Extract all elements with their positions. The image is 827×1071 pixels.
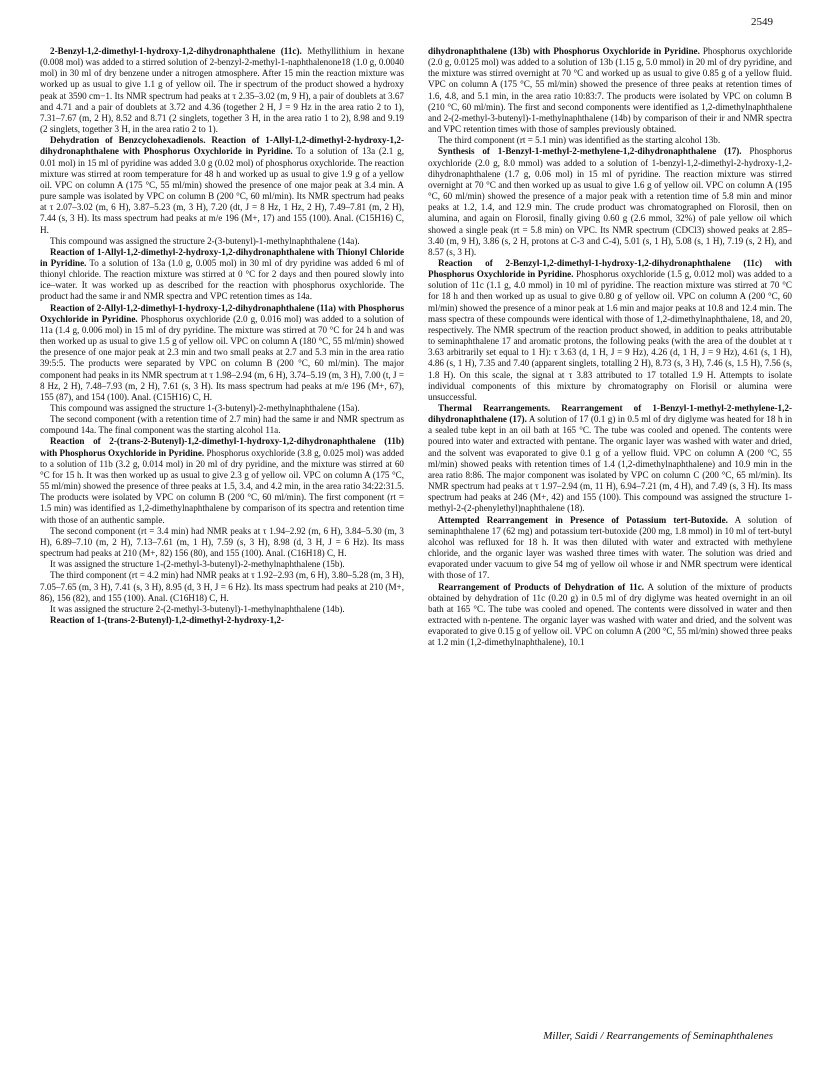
- paragraph: [40, 436, 404, 525]
- paragraph-heading: 2-Benzyl-1,2-dimethyl-1-hydroxy-1,2-dihydronaphthalene (11c).: [50, 46, 302, 56]
- paragraph-text: The second component (with a retention time of 2.7 min) had the same ir and NMR spectrum as compound 14a. The final component was the starting alcohol 11a.: [40, 414, 404, 436]
- paragraph-text: Phosphorus oxychloride (3.8 g, 0.025 mol) was added to a solution of 11b (3.2 g, 0.014 mol) in 20 ml of dry pyridine, and the mixture was stirred at 60 °C for 15 h. It was then worked up as usual to give 2.3 g of yellow oil. VPC on column A (175 °C, 55 ml/min) showed the presence of three peaks at 1.5, 3.4, and 4.2 min, in the area ratio 34:22:31.5. The products were isolated by VPC on column B (200 °C, 60 ml/min). The first component (rt = 1.5 min) was identified as 1,2-dimethylnaphthalene by comparison of its spectra and retention time with those of an authentic sample.: [40, 447, 404, 525]
- paragraph-heading: Reaction of 2-Allyl-1,2-dimethyl-1-hydroxy-1,2-dihydronaphthalene (11a) with Phosphorus Oxychloride in Pyridine.: [40, 302, 404, 324]
- paragraph-heading: Reaction of 2-(trans-2-Butenyl)-1,2-dimethyl-1-hydroxy-1,2-dihydronaphthalene (11b) with Phosphorus Oxychloride in Pyridine.: [40, 436, 404, 458]
- paragraph-heading: Rearrangement of Products of Dehydration of 11c.: [438, 581, 645, 592]
- paragraph: [428, 46, 792, 135]
- paragraph: [40, 570, 404, 603]
- paragraph-heading: Synthesis of 1-Benzyl-1-methyl-2-methylene-1,2-dihydronaphthalene (17).: [438, 146, 742, 157]
- paragraph-text: It was assigned the structure 2-(2-methyl-3-butenyl)-1-methylnaphthalene (14b).: [50, 603, 345, 614]
- paragraph: [40, 247, 404, 303]
- paragraph-heading: Reaction of 2-Benzyl-1,2-dimethyl-1-hydroxy-1,2-dihydronaphthalene (11c) with Phosphorus Oxychloride in Pyridine.: [428, 257, 792, 280]
- paragraph: [428, 135, 792, 146]
- paragraph-text: To a solution of 13a (1.0 g, 0.005 mol) in 30 ml of dry pyridine was added 6 ml of thionyl chloride. The reaction mixture was stirred at 0 °C for 2 days and then poured slowly into ice–water. It was worked up as described for the reaction with phosphorus oxychloride. The product had the same ir and NMR spectra and VPC retention times as 14a.: [40, 257, 404, 302]
- paragraph-heading: Thermal Rearrangements. Rearrangement of 1-Benzyl-1-methyl-2-methylene-1,2-dihydronaphthalene (17).: [428, 403, 792, 425]
- running-footer: Miller, Saidi / Rearrangements of Seminaphthalenes: [543, 1030, 773, 1042]
- paragraph: [40, 403, 404, 414]
- paragraph: [428, 515, 792, 582]
- paragraph-heading: Dehydration of Benzcyclohexadienols. Reaction of 1-Allyl-1,2-dimethyl-2-hydroxy-1,2-dihydronaphthalene with Phosphorus Oxychloride in Pyridine.: [40, 135, 404, 157]
- paragraph: [40, 559, 404, 570]
- paragraph-text: A solution of seminaphthalene 17 (62 mg) and potassium tert-butoxide (200 mg, 1.8 mmol) in 10 ml of tert-butyl alcohol was refluxed for 18 h. It was then diluted with water and extracted with methylene chloride, and the organic layer was washed three times with water. The solution was dried and evaporated under vacuum to give 54 mg of yellow oil whose ir and NMR spectrum were identical with those of 17.: [428, 514, 792, 581]
- paragraph-text: It was assigned the structure 1-(2-methyl-3-butenyl)-2-methylnaphthalene (15b).: [50, 559, 345, 570]
- paragraph-heading: Reaction of 1-(trans-2-Butenyl)-1,2-dimethyl-2-hydroxy-1,2-: [50, 614, 285, 625]
- paragraph-text: This compound was assigned the structure 2-(3-butenyl)-1-methylnaphthalene (14a).: [50, 235, 360, 246]
- paragraph-text: This compound was assigned the structure 1-(3-butenyl)-2-methylnaphthalene (15a).: [50, 403, 360, 413]
- paragraph-text: The third component (rt = 4.2 min) had NMR peaks at τ 1.92–2.93 (m, 6 H), 3.80–5.28 (m, 3 H), 7.05–7.65 (m, 3 H), 7.41 (s, 3 H), 8.95 (d, 3 H, J = 6 Hz). Its mass spectrum had peaks at 210 (M+, 86), 156 (82), and 155 (100). Anal. (C16H18) C, H.: [40, 570, 404, 603]
- paragraph: [40, 303, 404, 403]
- page-number: 2549: [751, 16, 773, 28]
- paragraph-text: A solution of the mixture of products obtained by dehydration of 11c (0.20 g) in 0.5 ml of dry diglyme was heated overnight in an oil bath at 165 °C. The tube was cooled and opened. The contents were dissolved in water and then extracted with n-pentene. The organic layer was washed with water and dried, and the solvent was evaporated to give 0.15 g of yellow oil. VPC on column A (200 °C, 55 ml/min) showed three peaks at 1.2 min (1,2-dimethylnaphthalene), 10.1: [428, 581, 792, 648]
- paragraph-text: The third component (rt = 5.1 min) was identified as the starting alcohol 13b.: [438, 135, 721, 146]
- paragraph-heading: Reaction of 1-Allyl-1,2-dimethyl-2-hydroxy-1,2-dihydronaphthalene with Thionyl Chloride in Pyridine.: [40, 246, 404, 268]
- left-column: [40, 46, 404, 1026]
- paragraph: [428, 582, 792, 649]
- paragraph: [40, 604, 404, 615]
- paragraph-text: Methyllithium in hexane (0.008 mol) was added to a stirred solution of 2-benzyl-2-methyl-1-naphthalenone18 (1.0 g, 0.0040 mol) in 30 ml of dry benzene under a nitrogen atmosphere. After 15 min the reaction mixture was worked up as usual to give 1.1 g of yellow oil. The ir spectrum of the product showed a hydroxy peak at 3590 cm−1. Its NMR spectrum had peaks at τ 2.35–3.02 (m, 9 H), a pair of doublets at 3.67 and 4.71 and a pair of doublets at 3.72 and 4.36 (together 2 H, J = 9 Hz in the area ratio 2 to 1), 7.31–7.67 (m, 2 H), 8.52 and 8.71 (2 singlets, together 3 H, in the area ratio 1 to 2), 8.98 and 9.19 (2 singlets, together 3 H, in the area ratio 2 to 1).: [40, 46, 404, 135]
- paragraph-text: The second component (rt = 3.4 min) had NMR peaks at τ 1.94–2.92 (m, 6 H), 3.84–5.30 (m, 3 H), 6.89–7.10 (m, 2 H), 7.13–7.61 (m, 1 H), 7.59 (s, 3 H), 8.98 (d, 3 H, J = 6 Hz). Its mass spectrum had peaks at 210 (M+, 82) 156 (80), and 155 (100). Anal. (C16H18) C, H.: [40, 525, 404, 559]
- paragraph: [40, 526, 404, 559]
- paragraph-text: A solution of 17 (0.1 g) in 0.5 ml of dry diglyme was heated for 18 h in a sealed tube kept in an oil bath at 165 °C. The tube was cooled and opened. The contents were poured into water and extracted with pentane. The organic layer was washed with water and dried, and the solvent was evaporated to give 0.1 g of a yellow fluid. VPC on column A (200 °C, 55 ml/min) showed peaks with retention times of 1.4 (1,2-dimethylnaphthalene) and 10.9 min in the area ratio 8:86. The major component was isolated by VPC on column C (200 °C, 65 ml/min). Its NMR spectrum had peaks at τ 1.97–2.94 (m, 11 H), 6.94–7.21 (m, 4 H), and 7.49 (s, 3 H). Its mass spectrum had peaks at 246 (M+, 42) and 155 (100). This compound was assigned the structure 1-methyl-2-(2-phenylethyl)naphthalene (18).: [428, 414, 792, 514]
- paragraph-text: Phosphorus oxychloride (2.0 g, 0.0125 mol) was added to a solution of 13b (1.15 g, 5.0 mmol) in 20 ml of dry pyridine, and the mixture was stirred overnight at 70 °C and worked up as usual to give 0.85 g of a yellow fluid. VPC on column A (175 °C, 55 ml/min) showed the presence of three peaks at retention times of 1.6, 4.8, and 5.1 min, in the area ratio 10:83:7. The products were isolated by VPC on column B (210 °C, 60 ml/min). The first and second components were identified as 1,2-dimethylnaphthalene and 2-(2-methyl-3-butenyl)-1-methylnaphthalene (14b) by comparison of their ir and NMR spectra and VPC retention times with those of samples previously obtained.: [428, 46, 792, 135]
- paragraph: [428, 258, 792, 403]
- paragraph-heading: Attempted Rearrangement in Presence of Potassium tert-Butoxide.: [438, 514, 728, 525]
- right-column: [428, 46, 792, 1026]
- paragraph-text: Phosphorus oxychloride (1.5 g, 0.012 mol) was added to a solution of 11c (1.1 g, 4.0 mmol) in 10 ml of pyridine. The reaction mixture was stirred at 70 °C for 18 h and then worked up as usual to give 0.80 g of yellow oil. VPC on column A (200 °C, 60 ml/min) showed the presence of a minor peak at 1.6 min and major peaks at 10.8 and 12.4 min. The mass spectra of these compounds were identical with those of 1,2-dimethylnaphthalene, 18, and 20, respectively. The NMR spectrum of the reaction product showed, in addition to peaks attributable to seminaphthalene 17 and aromatic protons, the following peaks (with the area of the doublet at τ 3.63 arbitrarily set equal to 1 H): τ 3.63 (d, 1 H, J = 9 Hz), 4.26 (d, 1 H, J = 9 Hz), 4.61 (s, 1 H), 4.86 (s, 1 H), 7.35 and 7.40 (apparent singlets, totalling 2 H), 8.73 (s, 3 H), 7.46 (s, 1.5 H), 7.56 (s, 1.8 H). On this scale, the signal at τ 3.83 attributed to 17 totalled 1.9 H. Attempts to isolate individual components of this mixture by chromatography on Florisil or alumina were unsuccessful.: [428, 269, 792, 402]
- paragraph: [40, 414, 404, 436]
- paragraph-text: To a solution of 13a (2.1 g, 0.01 mol) in 15 ml of pyridine was added 3.0 g (0.02 mol) of phosphorus oxychloride. The reaction mixture was stirred at room temperature for 48 h and worked up as usual to give 1.9 g of a yellow oil. VPC on column A (175 °C, 55 ml/min) showed the presence of one major peak at 3.4 min. A pure sample was isolated by VPC on column B (200 °C, 60 ml/min). Its NMR spectrum had peaks at τ 2.07–3.02 (m, 6 H), 3.87–5.23 (m, 3 H), 7.20 (dt, J = 8 Hz, 1 Hz, 2 H), 7.49–7.81 (m, 2 H), 7.44 (s, 3 H). Its mass spectrum had peaks at m/e 196 (M+, 17) and 155 (100). Anal. (C15H16) C, H.: [40, 146, 404, 235]
- paragraph: [428, 403, 792, 515]
- article-body: [40, 46, 792, 1026]
- paragraph: [40, 615, 404, 626]
- paragraph: [428, 146, 792, 258]
- paragraph-heading: dihydronaphthalene (13b) with Phosphorus Oxychloride in Pyridine.: [428, 46, 700, 56]
- paragraph-text: Phosphorus oxychloride (2.0 g, 8.0 mmol) was added to a solution of 1-benzyl-1,2-dimethyl-2-hydroxy-1,2-dihydronaphthalene (1.7 g, 0.06 mol) in 15 ml of pyridine. The reaction mixture was stirred overnight at 70 °C and then worked up as usual to give 1.6 g of yellow oil. VPC on column A (195 °C, 60 ml/min) showed the presence of a major peak with a retention time of 5.8 min and minor peaks at 1.2, 1.4, and 12.9 min. The crude product was chromatographed on Florosil, then on alumina, and again on Florosil, finally giving 0.60 g (2.6 mmol, 32%) of pale yellow oil which showed a single peak (rt = 5.8 min) on VPC. Its NMR spectrum (CDCl3) showed peaks at 2.85–3.40 (m, 9 H), 3.86 (s, 2 H, protons at C-3 and C-4), 5.01 (s, 1 H), 5.08 (s, 1 H), 7.19 (s, 2 H), and 8.57 (s, 3 H).: [428, 146, 792, 257]
- paragraph-text: Phosphorus oxychloride (2.0 g, 0.016 mol) was added to a solution of 11a (1.4 g, 0.006 mol) in 15 ml of dry pyridine. The mixture was stirred at 70 °C for 24 h and was then worked up as usual to give 1.5 g of yellow oil. VPC on column A (180 °C, 55 ml/min) showed the presence of one major peak at 2.3 min and two small peaks at 2.7 and 5.3 min in the area ratio 39:5:5. The products were separated by VPC on column B (200 °C, 60 ml/min). The major component had peaks in its NMR spectrum at τ 1.98–2.94 (m, 6 H), 3.74–5.19 (m, 3 H), 7.00 (t, J = 8 Hz, 2 H), 7.48–7.93 (m, 2 H), 7.61 (s, 3 H). Its mass spectrum had peaks at m/e 196 (M+, 67), 155 (87), and 154 (100). Anal. (C15H16) C, H.: [40, 313, 404, 402]
- paragraph: [40, 135, 404, 235]
- paragraph: [40, 236, 404, 247]
- paragraph: [40, 46, 404, 135]
